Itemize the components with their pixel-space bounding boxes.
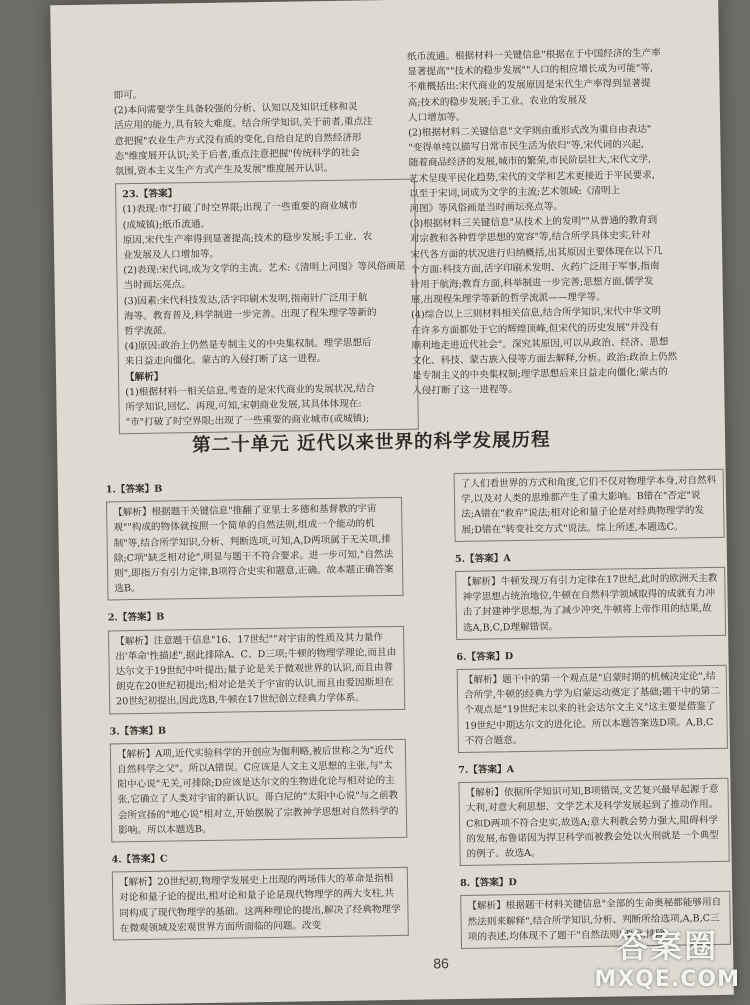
analysis-box [106,497,404,601]
text-line: 个方面:科技方面,活字印刷术发明、火药广泛用于军事,指南 [410,258,710,278]
question-block-1 [106,478,404,601]
document-page [50,0,734,1005]
text-line: 显著提高""技术的稳步发展""人口的相应增长成为可能"等, [407,60,707,80]
answer-line: (2)表现:宋代词,成为文学的主流。艺术:《清明上河图》等风俗画是 [123,259,409,279]
question-block-4 [112,848,409,941]
answer-line: 哲学流派。 [124,320,410,340]
answer-line: 当时画坛亮点。 [123,274,409,294]
analysis-box [455,567,726,640]
analysis-text: 【解析】根据题干关键信息"推翻了亚里士多德和基督教的宇宙观""构成的物体就按照一个简单的自然法则,组成一个能动的机制"等,结合所学知识,分析、判断选项,可知,A,D两项属于无关项,排除;C项"缺乏相对论",明显与题干不符合要求。进一步可知,"自然法则",即指万有引力定律,B项符合史实和题意,正确。故本题正确答案选B。 [113,501,396,597]
answer-line: (4)原因:政治上仍然是专制主义的中央集权制。理学思想后 [124,335,410,355]
answer-line: (1)表现:市"打破了时空界限;出现了一些重要的商业城市 [122,198,408,218]
text-line: 以至于宋词,词成为文学的主流;艺术领域:《清明上 [409,182,709,202]
analysis-text: 【解析】牛顿发现万有引力定律在17世纪,此时的欧洲天主教神学思想占统治地位,牛顿在自然科学领域取得的成就有力冲击了封建神学思想,为了减少冲突,牛顿将上帝作用的结果,故选A,B,C,D理解错误。 [462,571,719,636]
answer-line: 业发展及人口增加等。 [123,244,409,264]
text-line: 氛围,资本主义生产方式产生及发展"维度展开认识。 [115,160,415,180]
text-line: 对宗教和各种哲学思想的宽容"等,结合所学具体史实,针对 [410,227,710,247]
watermark-logo [594,921,740,992]
analysis-box [108,625,405,714]
answer-tag: 1.【答案】B [106,478,402,498]
answer-line: (成城镇);纸币流通。 [123,213,409,233]
answer-line: 海等。教育普及,科学制进一步完善。出现了程朱理学等新的 [124,305,410,325]
text-line: 在许多方面都处于它的辉煌顶峰,但宋代的历史发展"并没有 [411,319,711,339]
analysis-box [457,665,728,753]
text-line: 不难概括出:宋代商业的发展原因是宋代生产率得到显著提 [407,75,707,95]
text-line: 意把握"农业生产方式没有质的变化,自给自足的自然经济形 [114,129,414,149]
answer-tag: 5.【答案】A [455,548,725,567]
text-line: 是专制主义的中央集权制;理学思想后来日益走向僵化;蒙古的 [412,364,712,384]
text-line: (4)综合以上三则材料相关信息,结合所学知识,宋代中华文明 [411,303,711,323]
analysis-text: 【解析】注意题干信息"16、17世纪""对宇宙的性质及其力量作出'革命'性描述",据此排除A、C、D三项;牛顿的物理学理论,而且由达尔文于19世纪中叶提出;量子论是关于微观世界的认识,而且由普朗克在20世纪初提出;相对论是关于宇宙的认识,而且由爱因斯坦在20世纪初提出,因此选B,牛顿在17世纪创立经典力学体系。 [115,630,398,710]
answer-tag: 2.【答案】B [108,606,404,626]
answer-tag: 8.【答案】D [460,872,730,891]
question-block-3 [109,719,407,842]
text-line: 顺利地走进近代社会"。深究其原因,可以从政治、经济、思想 [411,334,711,354]
analysis-box-continued [454,469,725,542]
analysis-tag: 【解析】 [125,365,411,385]
text-line: 纸币流通。根据材料一关键信息"根据在于中国经济的生产率 [407,45,707,65]
analysis-text: 【解析】题干中的第一个观点是"启蒙时期的机械决定论",结合所学,牛顿的经典力学为启蒙运动奠定了基础;题干中的第二个观点是"19世纪末以来的社会达尔文主义"这主要是借鉴了19世纪中期达尔文的进化论。所以本题答案选D项。A,B,C不符合题意。 [464,669,721,749]
page-number: 86 [433,955,449,971]
top-left-column [113,84,418,439]
analysis-line: 所学知识,回忆、再现,可知,宋朝商业发展,其具体体现在: [125,396,411,416]
analysis-line: (1)根据材料一相关信息,考查的是宋代商业的发展状况,结合 [125,381,411,401]
lead-line: 即可。 [113,84,413,104]
bottom-right-column [454,465,732,953]
question-block-5 [455,548,726,640]
analysis-text: 【解析】根据题干材料关键信息"全部的生命奥秘都能够用自然法则来解释",结合所学知识,分析、判断所给选项,A,B,C三项的表述,均体现不了题干"自然法则"要求,排除; [467,895,724,945]
bottom-left-column [106,468,409,945]
answer-tag: 3.【答案】B [109,719,405,739]
answer-tag: 4.【答案】C [112,848,408,868]
text-line: (2)根据材料二关键信息"文学则由重形式改为重自由表达" [408,121,708,141]
analysis-line: "市"打破了时空界限;出现了一些重要的商业城市(或城镇); [126,411,412,431]
text-line: 活应用的能力,具有较大难度。结合所学知识,关于前者,重点注 [114,114,414,134]
text-line: 文化、科技、蒙古族入侵等方面去解释,分析。政治:政治上仍然 [412,349,712,369]
text-line: 河图》等风俗画是当时画坛亮点等。 [409,197,709,217]
text-line: 入侵打断了这一进程等。 [412,379,712,399]
analysis-box [458,778,729,866]
text-line: "变得单纯以描写日常市民生活为依归"等,宋代词的兴起, [408,136,708,156]
answer-tag: 7.【答案】A [458,759,728,778]
analysis-box [110,739,408,843]
text-line: 人口增加等。 [408,106,708,126]
text-line: 针用于航海;教育方面,科举制进一步完善;思想方面,儒学发 [411,273,711,293]
answer-line: (3)因素:宋代科技发达,活字印刷术发明,指南针广泛用于航 [124,289,410,309]
text-line: 宋代各方面的状况进行归纳概括,出其原因主要体现在以下几 [410,243,710,263]
watermark-line1: 答案圈 [594,921,740,967]
question-block-7 [458,759,730,866]
text-line: 展,出现程朱理学等新的哲学流派——理学等。 [411,288,711,308]
analysis-text: 【解析】20世纪初,物理学发展史上出现的两场伟大的革命是指相对论和量子论的提出,相对论和量子论是现代物理学的两大支柱,共同构成了现代物理学的基础。这两种理论的提出,解决了经典物理学在微观领域及宏观世界方面所面临的问题。改变 [119,871,402,936]
answer-line: 来日益走向僵化。蒙古的入侵打断了这一进程。 [125,350,411,370]
answer-box-23 [115,179,419,435]
analysis-text: 【解析】A项,近代实验科学的开创应为伽利略,被后世称之为"近代自然科学之父"。所以A错误。C应该是人文主义思想的主张,与"太阳中心说"无关,可排除;D应该是达尔文的生物进化论与相对论的主张,它确立了人类对宇宙的新认识。哥白尼的"太阳中心说"与之前教会所宣扬的"地心说"相对立,开始摆脱了宗教神学思想对自然科学的影响。所以本题选B。 [117,743,400,839]
answer-line: 原因,宋代生产率得到显著提高;技术的稳步发展;手工业、农 [123,229,409,249]
question-block-2 [108,606,406,714]
unit-title: 第二十单元 近代以来世界的科学发展历程 [192,424,672,458]
text-line: 高;技术的稳步发展;手工业、农业的发展及 [408,91,708,111]
analysis-text: 【解析】依据所学知识可知,B项错误,文艺复兴最早起源于意大利,对意大利思想、文学艺术及科学发展起到了推动作用。C和D两项不符合史实,故选A;意大利教会势力强大,阻碍科学的发展,布鲁诺因为捍卫科学而被教会处以火刑就是一个典型的例子。故选A。 [466,782,723,862]
answer-tag: 23.【答案】 [122,183,408,203]
analysis-box [112,867,409,940]
top-right-column [407,45,712,399]
text-line: 随着商品经济的发展,城市的繁荣,市民阶层壮大,宋代文学, [409,151,709,171]
analysis-text: 了人们看世界的方式和角度,它们不仅对物理学本身,对自然科学,以及对人类的思维都产生了重大影响。B错在"否定"说法;A错在"救弃"说法;相对论和量子论是对经典物理学的发展;D错在"转变社交方式"说法。综上所述,本题选C。 [461,473,718,538]
answer-tag: 6.【答案】D [456,646,726,665]
watermark-line2: MXQE.COM [594,967,740,992]
question-block-6 [456,646,728,753]
text-line: 艺术呈现平民化趋势,宋代的文学和艺术更接近于平民要求, [409,167,709,187]
text-line: 态"维度展开认识;关于后者,重点注意把握"传统科学的社会 [114,144,414,164]
text-line: (3)根据材料三关键信息"从技术上的发明""从普通的教育到 [410,212,710,232]
text-line: (2)本问需要学生具备较强的分析、认知以及知识迁移和灵 [114,99,414,119]
